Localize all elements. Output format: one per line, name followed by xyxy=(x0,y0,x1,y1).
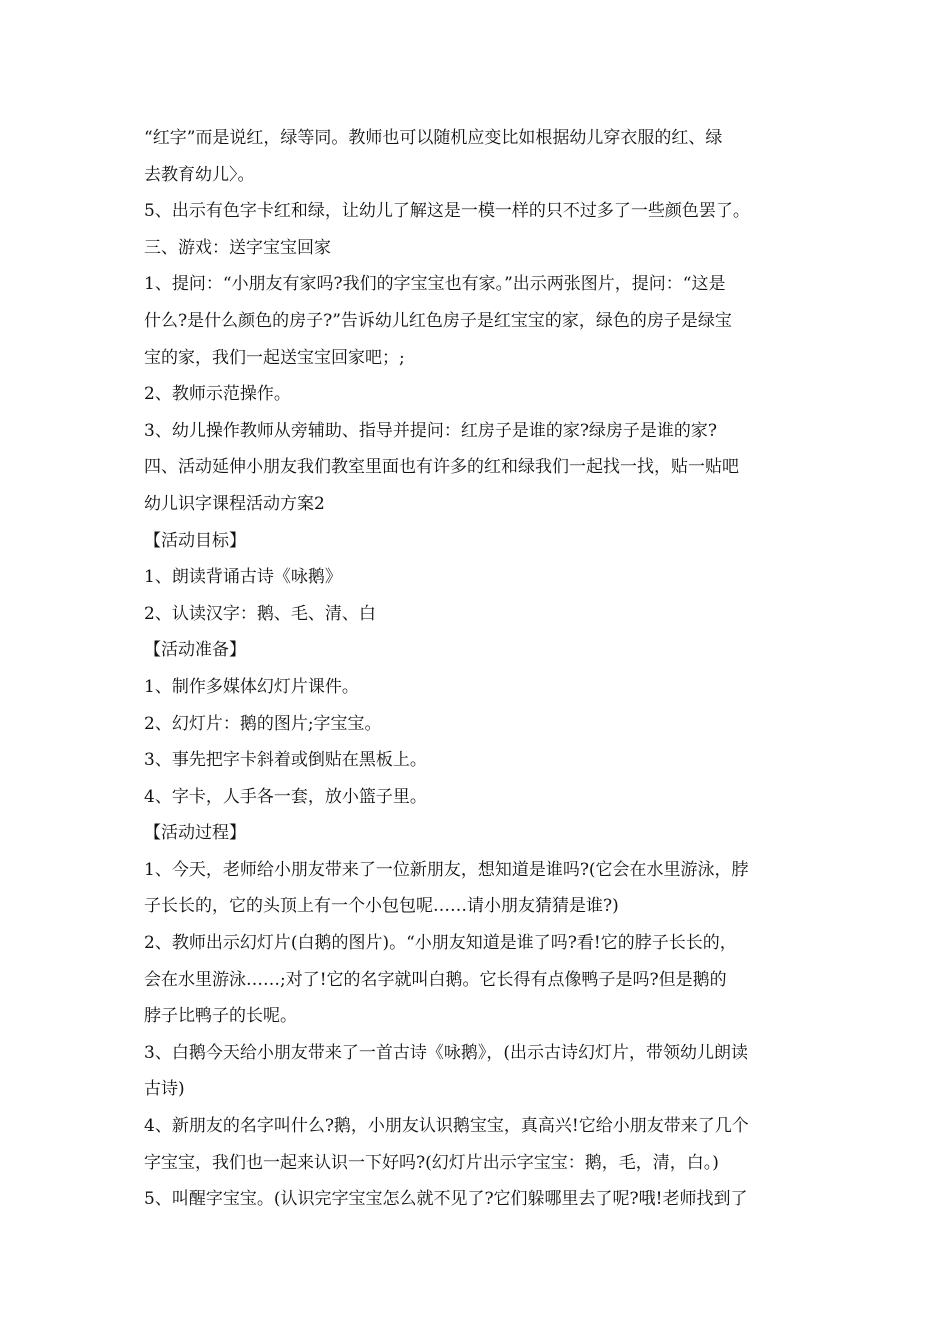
section-heading: 【活动过程】 xyxy=(144,823,246,844)
text-line: 脖子比鸭子的长呢。 xyxy=(144,1006,297,1027)
document-page xyxy=(144,120,812,1218)
section-heading: 四、活动延伸小朋友我们教室里面也有许多的红和绿我们一起找一找，贴一贴吧 xyxy=(144,457,739,478)
text-line: 去教育幼儿〉。 xyxy=(144,164,255,185)
text-line: 2、幻灯片：鹅的图片;字宝宝。 xyxy=(144,713,382,734)
text-line: 1、今天，老师给小朋友带来了一位新朋友，想知道是谁吗?(它会在水里游泳，脖 xyxy=(144,859,749,880)
section-heading: 【活动目标】 xyxy=(144,530,246,551)
text-line: 古诗) xyxy=(144,1079,185,1100)
text-line: “红字”而是说红，绿等同。教师也可以随机应变比如根据幼儿穿衣服的红、绿 xyxy=(144,128,723,148)
text-line: 1、朗读背诵古诗《咏鹅》 xyxy=(144,567,342,588)
text-line: 什么?是什么颜色的房子?”告诉幼儿红色房子是红宝宝的家，绿色的房子是绿宝 xyxy=(144,310,732,331)
text-line: 4、字卡，人手各一套，放小篮子里。 xyxy=(144,786,427,807)
document-title: 幼儿识字课程活动方案2 xyxy=(144,493,325,514)
text-line: 5、出示有色字卡红和绿，让幼儿了解这是一模一样的只不过多了一些颜色罢了。 xyxy=(144,201,750,222)
text-line: 3、事先把字卡斜着或倒贴在黑板上。 xyxy=(144,750,427,771)
text-line: 宝的家，我们一起送宝宝回家吧；; xyxy=(144,347,405,368)
text-line: 3、白鹅今天给小朋友带来了一首古诗《咏鹅》，(出示古诗幻灯片，带领幼儿朗读 xyxy=(144,1042,748,1063)
text-line: 1、提问：“小朋友有家吗?我们的字宝宝也有家。”出示两张图片，提问：“这是 xyxy=(144,274,726,295)
section-heading: 三、游戏：送字宝宝回家 xyxy=(144,237,331,258)
text-line: 2、认读汉字：鹅、毛、清、白 xyxy=(144,603,376,624)
text-line: 2、教师示范操作。 xyxy=(144,384,291,405)
text-line: 5、叫醒字宝宝。(认识完字宝宝怎么就不见了?它们躲哪里去了呢?哦!老师找到了 xyxy=(144,1189,748,1210)
text-line: 子长长的，它的头顶上有一个小包包呢……请小朋友猜猜是谁?) xyxy=(144,896,619,917)
text-line: 4、新朋友的名字叫什么?鹅，小朋友认识鹅宝宝，真高兴!它给小朋友带来了几个 xyxy=(144,1116,749,1137)
text-line: 1、制作多媒体幻灯片课件。 xyxy=(144,676,359,697)
text-line: 3、幼儿操作教师从旁辅助、指导并提问：红房子是谁的家?绿房子是谁的家? xyxy=(144,420,718,441)
section-heading: 【活动准备】 xyxy=(144,640,246,661)
text-line: 会在水里游泳……;对了!它的名字就叫白鹅。它长得有点像鸭子是吗?但是鹅的 xyxy=(144,969,727,990)
text-line: 字宝宝，我们也一起来认识一下好吗?(幻灯片出示字宝宝：鹅，毛，清，白。) xyxy=(144,1152,719,1173)
text-line: 2、教师出示幻灯片(白鹅的图片)。“小朋友知道是谁了吗?看!它的脖子长长的， xyxy=(144,933,737,954)
